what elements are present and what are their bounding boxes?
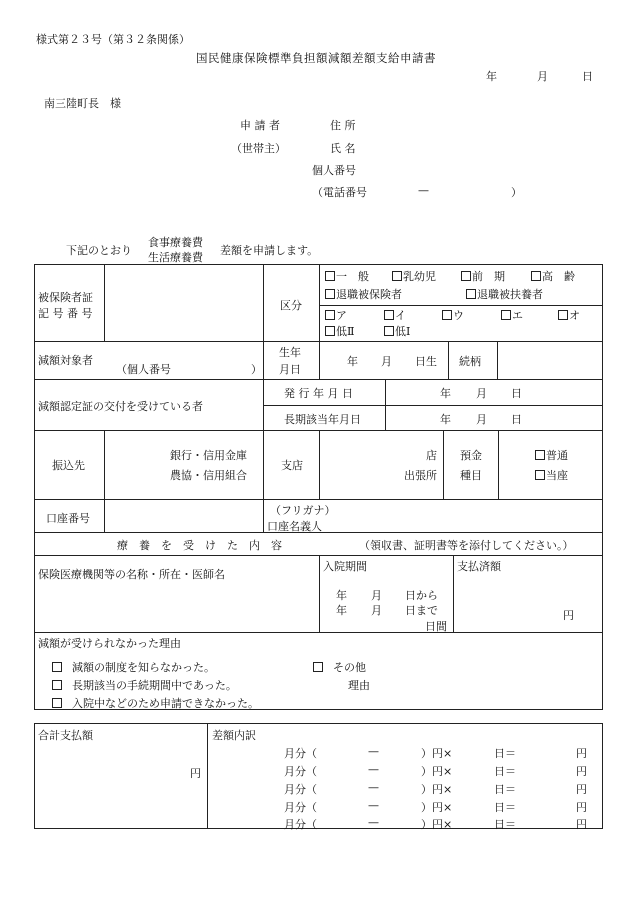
checkbox[interactable] [325, 271, 335, 281]
checkbox[interactable] [535, 470, 545, 480]
checkbox[interactable] [466, 289, 476, 299]
breakdown-row-3-dash: — [368, 781, 379, 794]
breakdown-row-5-yen: 円 [576, 818, 587, 831]
checkbox[interactable] [558, 310, 568, 320]
checkbox[interactable] [535, 450, 545, 460]
certificate-label: 減額認定証の交付を受けている者 [38, 400, 203, 413]
date-day-label: 日 [582, 70, 593, 83]
breakdown-row-2-month: 月分（ [284, 765, 317, 778]
breakdown-label: 差額内訳 [212, 729, 256, 742]
breakdown-row-4-close: ）円× [421, 801, 453, 814]
admission-period-label: 入院期間 [323, 560, 367, 573]
furigana-label: （フリガナ） [270, 504, 336, 517]
breakdown-row-5-dash: — [368, 816, 379, 829]
checkbox[interactable] [325, 326, 335, 336]
breakdown-row-2-dash: — [368, 763, 379, 776]
checkbox[interactable] [461, 271, 471, 281]
reason-hospitalized-option[interactable]: 入院中などのため申請できなかった。 [52, 695, 259, 711]
birth-month: 月 [381, 355, 392, 368]
long-term-year: 年 [440, 413, 451, 426]
phone-close: ） [511, 186, 522, 199]
total-paid-yen: 円 [190, 767, 201, 780]
breakdown-table [34, 723, 603, 829]
long-term-month: 月 [476, 413, 487, 426]
breakdown-row-3-close: ）円× [421, 783, 453, 796]
branch-store-label: 店 [426, 449, 437, 462]
breakdown-row-1-days: 日＝ [494, 747, 516, 760]
branch-label: 支店 [281, 459, 303, 472]
to-day: 日まで [405, 604, 438, 617]
from-year: 年 [336, 589, 347, 602]
breakdown-row-2-yen: 円 [576, 765, 587, 778]
intro-option-meal: 食事療養費 [148, 236, 203, 249]
subject-personal-number-close: ） [251, 363, 262, 376]
to-month: 月 [371, 604, 382, 617]
intro-suffix: 差額を申請します。 [220, 244, 319, 257]
care-heading: 療 養 を 受 け た 内 容 [117, 539, 282, 552]
applicant-label: 申 請 者 [240, 119, 280, 132]
category-general-option[interactable]: 一 般 [325, 268, 369, 284]
category-label: 区分 [280, 299, 302, 312]
checkbox[interactable] [52, 698, 62, 708]
long-term-day: 日 [511, 413, 522, 426]
deposit-type-label-2: 種目 [460, 469, 482, 482]
breakdown-row-1-month: 月分（ [284, 747, 317, 760]
subject-label: 減額対象者 [38, 354, 93, 367]
subject-personal-number: （個人番号 [116, 363, 171, 376]
deposit-normal-option[interactable]: 普通 [535, 447, 568, 463]
category-o-option[interactable]: オ [558, 307, 580, 323]
breakdown-row-3-month: 月分（ [284, 783, 317, 796]
to-year: 年 [336, 604, 347, 617]
reason-other-sub: 理由 [348, 679, 370, 692]
checkbox[interactable] [384, 326, 394, 336]
checkbox[interactable] [52, 680, 62, 690]
date-month-label: 月 [537, 70, 548, 83]
breakdown-row-4-days: 日＝ [494, 801, 516, 814]
paid-amount-yen: 円 [563, 609, 574, 622]
phone-dash: — [418, 184, 429, 197]
breakdown-row-2-close: ）円× [421, 765, 453, 778]
breakdown-row-5-days: 日＝ [494, 818, 516, 831]
breakdown-row-2-days: 日＝ [494, 765, 516, 778]
checkbox[interactable] [531, 271, 541, 281]
reason-other-option[interactable]: その他 [313, 659, 366, 675]
total-days-label: 日間 [425, 620, 447, 633]
checkbox[interactable] [325, 310, 335, 320]
checkbox[interactable] [313, 662, 323, 672]
breakdown-row-3-days: 日＝ [494, 783, 516, 796]
addressee: 南三陸町長 様 [44, 97, 121, 110]
category-a-option[interactable]: ア [325, 307, 347, 323]
reason-heading: 減額が受けられなかった理由 [38, 637, 181, 650]
category-low1-option[interactable]: 低Ⅰ [384, 323, 410, 339]
category-e-option[interactable]: エ [501, 307, 523, 323]
breakdown-row-5-close: ）円× [421, 818, 453, 831]
breakdown-row-1-close: ）円× [421, 747, 453, 760]
intro-prefix: 下記のとおり [66, 244, 132, 257]
category-elderly-option[interactable]: 高 齢 [531, 268, 575, 284]
category-retired-insured-option[interactable]: 退職被保険者 [325, 286, 402, 302]
applicant-sub-label: （世帯主） [231, 142, 286, 155]
branch-office-label: 出張所 [404, 469, 437, 482]
birth-year: 年 [347, 355, 358, 368]
checkbox[interactable] [501, 310, 511, 320]
issue-year: 年 [440, 387, 451, 400]
form-title: 国民健康保険標準負担額減額差額支給申請書 [196, 51, 436, 65]
account-number-label: 口座番号 [46, 512, 90, 525]
breakdown-row-5-month: 月分（ [284, 818, 317, 831]
care-note: （領収書、証明書等を添付してください。） [359, 539, 574, 552]
account-holder-label: 口座名義人 [267, 520, 322, 533]
category-i-option[interactable]: イ [384, 307, 406, 323]
checkbox[interactable] [384, 310, 394, 320]
from-day: 日から [405, 589, 438, 602]
reason-pending-option[interactable]: 長期該当の手続期間中であった。 [52, 677, 237, 693]
breakdown-row-1-dash: — [368, 745, 379, 758]
from-month: 月 [371, 589, 382, 602]
bank-type-line1: 銀行・信用金庫 [170, 449, 247, 462]
phone-label: （電話番号 [312, 186, 367, 199]
intro-option-living: 生活療養費 [148, 251, 203, 264]
category-infant-option[interactable]: 乳幼児 [392, 268, 436, 284]
birth-label-2: 月日 [279, 363, 301, 376]
deposit-current-option[interactable]: 当座 [535, 467, 568, 483]
date-year-label: 年 [486, 70, 497, 83]
insured-card-label: 被保険者証 記 号 番 号 [38, 291, 93, 320]
bank-type-line2: 農協・信用組合 [170, 469, 247, 482]
issue-day: 日 [511, 387, 522, 400]
checkbox[interactable] [442, 310, 452, 320]
breakdown-row-4-dash: — [368, 799, 379, 812]
paid-amount-label: 支払済額 [457, 560, 501, 573]
breakdown-row-4-month: 月分（ [284, 801, 317, 814]
address-label: 住 所 [330, 119, 356, 132]
personal-number-label: 個人番号 [312, 164, 356, 177]
category-low2-option[interactable]: 低Ⅱ [325, 323, 354, 339]
transfer-label: 振込先 [52, 459, 85, 472]
name-label: 氏 名 [330, 142, 356, 155]
category-early-option[interactable]: 前 期 [461, 268, 505, 284]
category-retired-dependent-option[interactable]: 退職被扶養者 [466, 286, 543, 302]
relation-label: 続柄 [459, 355, 481, 368]
deposit-type-label-1: 預金 [460, 449, 482, 462]
checkbox[interactable] [52, 662, 62, 672]
breakdown-row-1-yen: 円 [576, 747, 587, 760]
issue-month: 月 [476, 387, 487, 400]
long-term-date-label: 長期該当年月日 [284, 413, 361, 426]
checkbox[interactable] [392, 271, 402, 281]
breakdown-row-3-yen: 円 [576, 783, 587, 796]
birth-day: 日生 [415, 355, 437, 368]
total-paid-label: 合計支払額 [38, 729, 93, 742]
issue-date-label: 発 行 年 月 日 [284, 387, 353, 400]
form-number: 様式第２３号（第３２条関係） [36, 33, 190, 46]
breakdown-row-4-yen: 円 [576, 801, 587, 814]
checkbox[interactable] [325, 289, 335, 299]
reason-unaware-option[interactable]: 減額の制度を知らなかった。 [52, 659, 215, 675]
category-u-option[interactable]: ウ [442, 307, 464, 323]
birth-label-1: 生年 [279, 346, 301, 359]
facility-label: 保険医療機関等の名称・所在・医師名 [38, 568, 225, 581]
